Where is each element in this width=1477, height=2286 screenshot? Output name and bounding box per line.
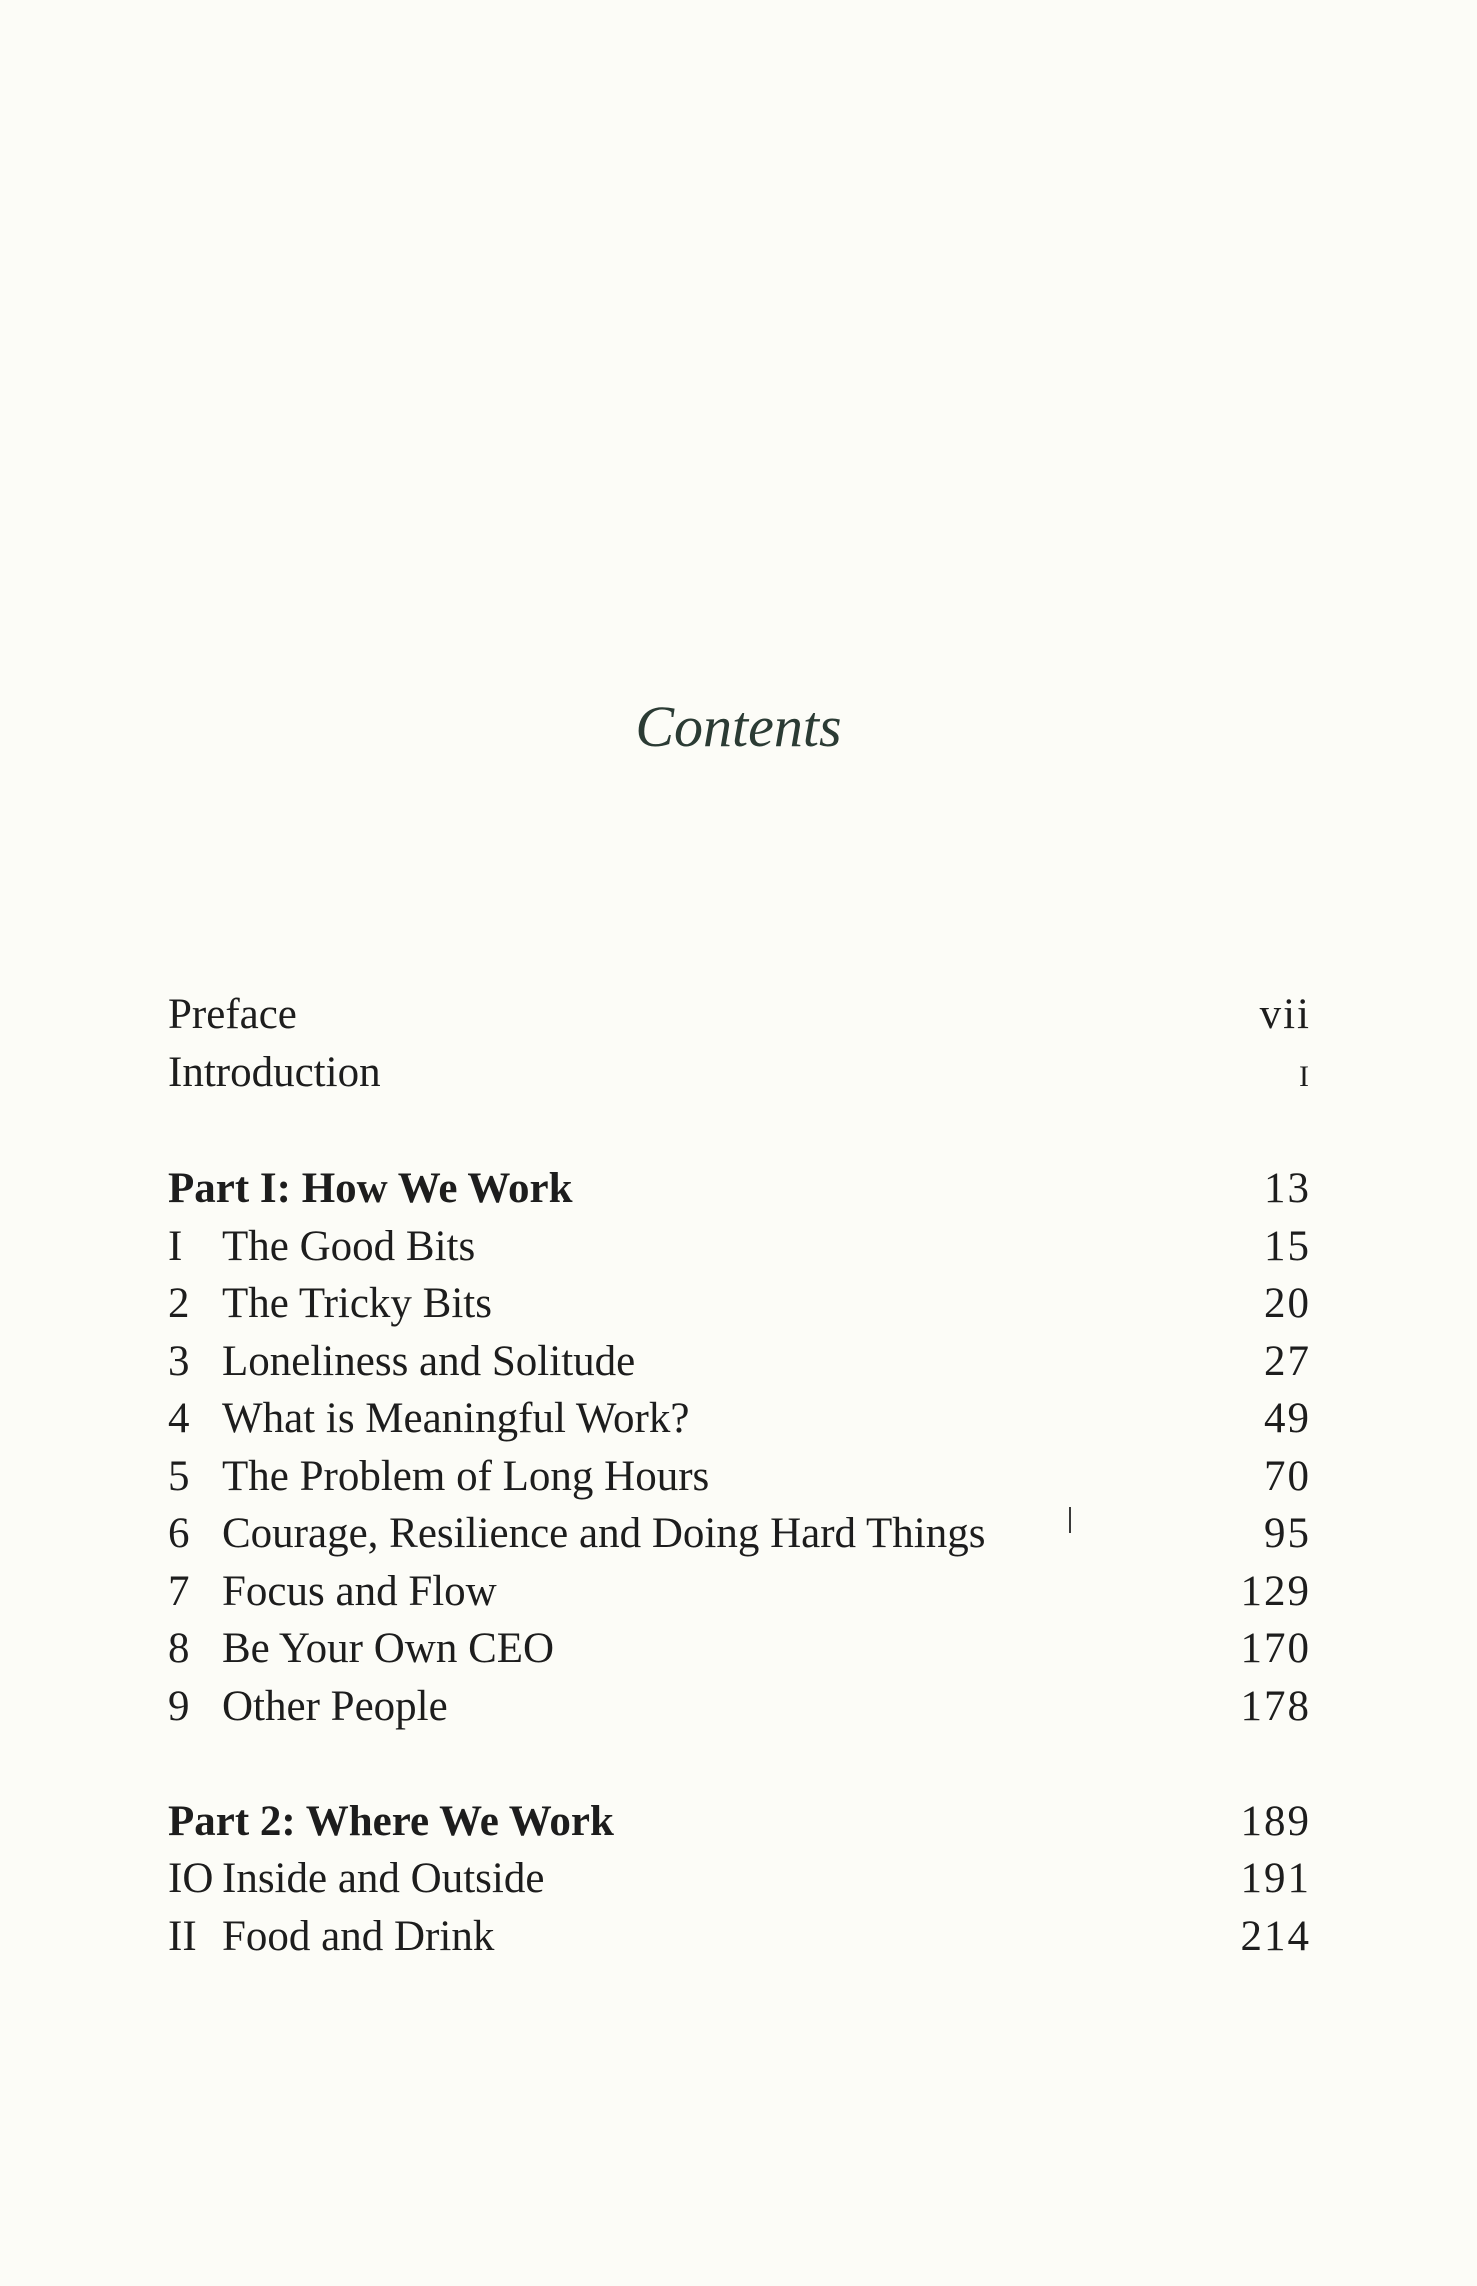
toc-entry-introduction (168, 1044, 1311, 1102)
toc-chapter (168, 1505, 1311, 1563)
chapter-number: 9 (168, 1683, 190, 1730)
toc-entry-label: Introduction (168, 1049, 381, 1096)
toc-entry-page: I (1299, 1060, 1311, 1093)
chapter-title: The Good Bits (222, 1223, 476, 1270)
chapter-page: 27 (1264, 1338, 1311, 1385)
chapter-number: 4 (168, 1395, 190, 1442)
chapter-page: 70 (1264, 1453, 1311, 1500)
toc-entry-label: Preface (168, 991, 297, 1038)
chapter-title: Courage, Resilience and Doing Hard Things (222, 1510, 986, 1557)
toc-chapter (168, 1620, 1311, 1678)
chapter-title: Focus and Flow (222, 1568, 497, 1615)
chapter-title: Inside and Outside (222, 1855, 545, 1902)
toc-entry-preface (168, 986, 1311, 1044)
chapter-title: Other People (222, 1683, 448, 1730)
chapter-page: 49 (1264, 1395, 1311, 1442)
chapter-title: The Problem of Long Hours (222, 1453, 710, 1500)
toc-part-page: 13 (1264, 1165, 1311, 1212)
chapter-page: 191 (1240, 1855, 1311, 1902)
chapter-number: 3 (168, 1338, 190, 1385)
toc-part-label: Part I: How We Work (168, 1165, 573, 1212)
chapter-page: 178 (1240, 1683, 1311, 1730)
toc-part-2-heading (168, 1793, 1311, 1851)
toc-chapter (168, 1563, 1311, 1621)
chapter-page: 214 (1240, 1913, 1311, 1960)
toc-chapter (168, 1390, 1311, 1448)
chapter-page: 15 (1264, 1223, 1311, 1270)
chapter-title: The Tricky Bits (222, 1280, 492, 1327)
chapter-page: 20 (1264, 1280, 1311, 1327)
toc-part-label: Part 2: Where We Work (168, 1798, 614, 1845)
toc-chapter (168, 1908, 1311, 1966)
toc-chapter (168, 1678, 1311, 1736)
chapter-page: 170 (1240, 1625, 1311, 1672)
chapter-number: 2 (168, 1280, 190, 1327)
chapter-title: Be Your Own CEO (222, 1625, 555, 1672)
chapter-number: 7 (168, 1568, 190, 1615)
toc-chapter (168, 1218, 1311, 1276)
toc-chapter (168, 1850, 1311, 1908)
chapter-number: I (168, 1223, 183, 1270)
chapter-number: 5 (168, 1453, 190, 1500)
chapter-number: IO (168, 1855, 214, 1902)
chapter-page: 95 (1264, 1510, 1311, 1557)
chapter-page: 129 (1240, 1568, 1311, 1615)
chapter-number: 8 (168, 1625, 190, 1672)
chapter-number: II (168, 1913, 197, 1960)
chapter-title: What is Meaningful Work? (222, 1395, 690, 1442)
chapter-title: Loneliness and Solitude (222, 1338, 636, 1385)
toc-chapter (168, 1275, 1311, 1333)
toc-part-1-heading (168, 1160, 1311, 1218)
toc-entry-page: vii (1259, 991, 1311, 1038)
stray-print-mark (1069, 1507, 1071, 1533)
chapter-title: Food and Drink (222, 1913, 495, 1960)
toc-part-page: 189 (1240, 1798, 1311, 1845)
toc-chapter (168, 1333, 1311, 1391)
chapter-number: 6 (168, 1510, 190, 1557)
page-title: Contents (635, 694, 842, 759)
toc-chapter (168, 1448, 1311, 1506)
